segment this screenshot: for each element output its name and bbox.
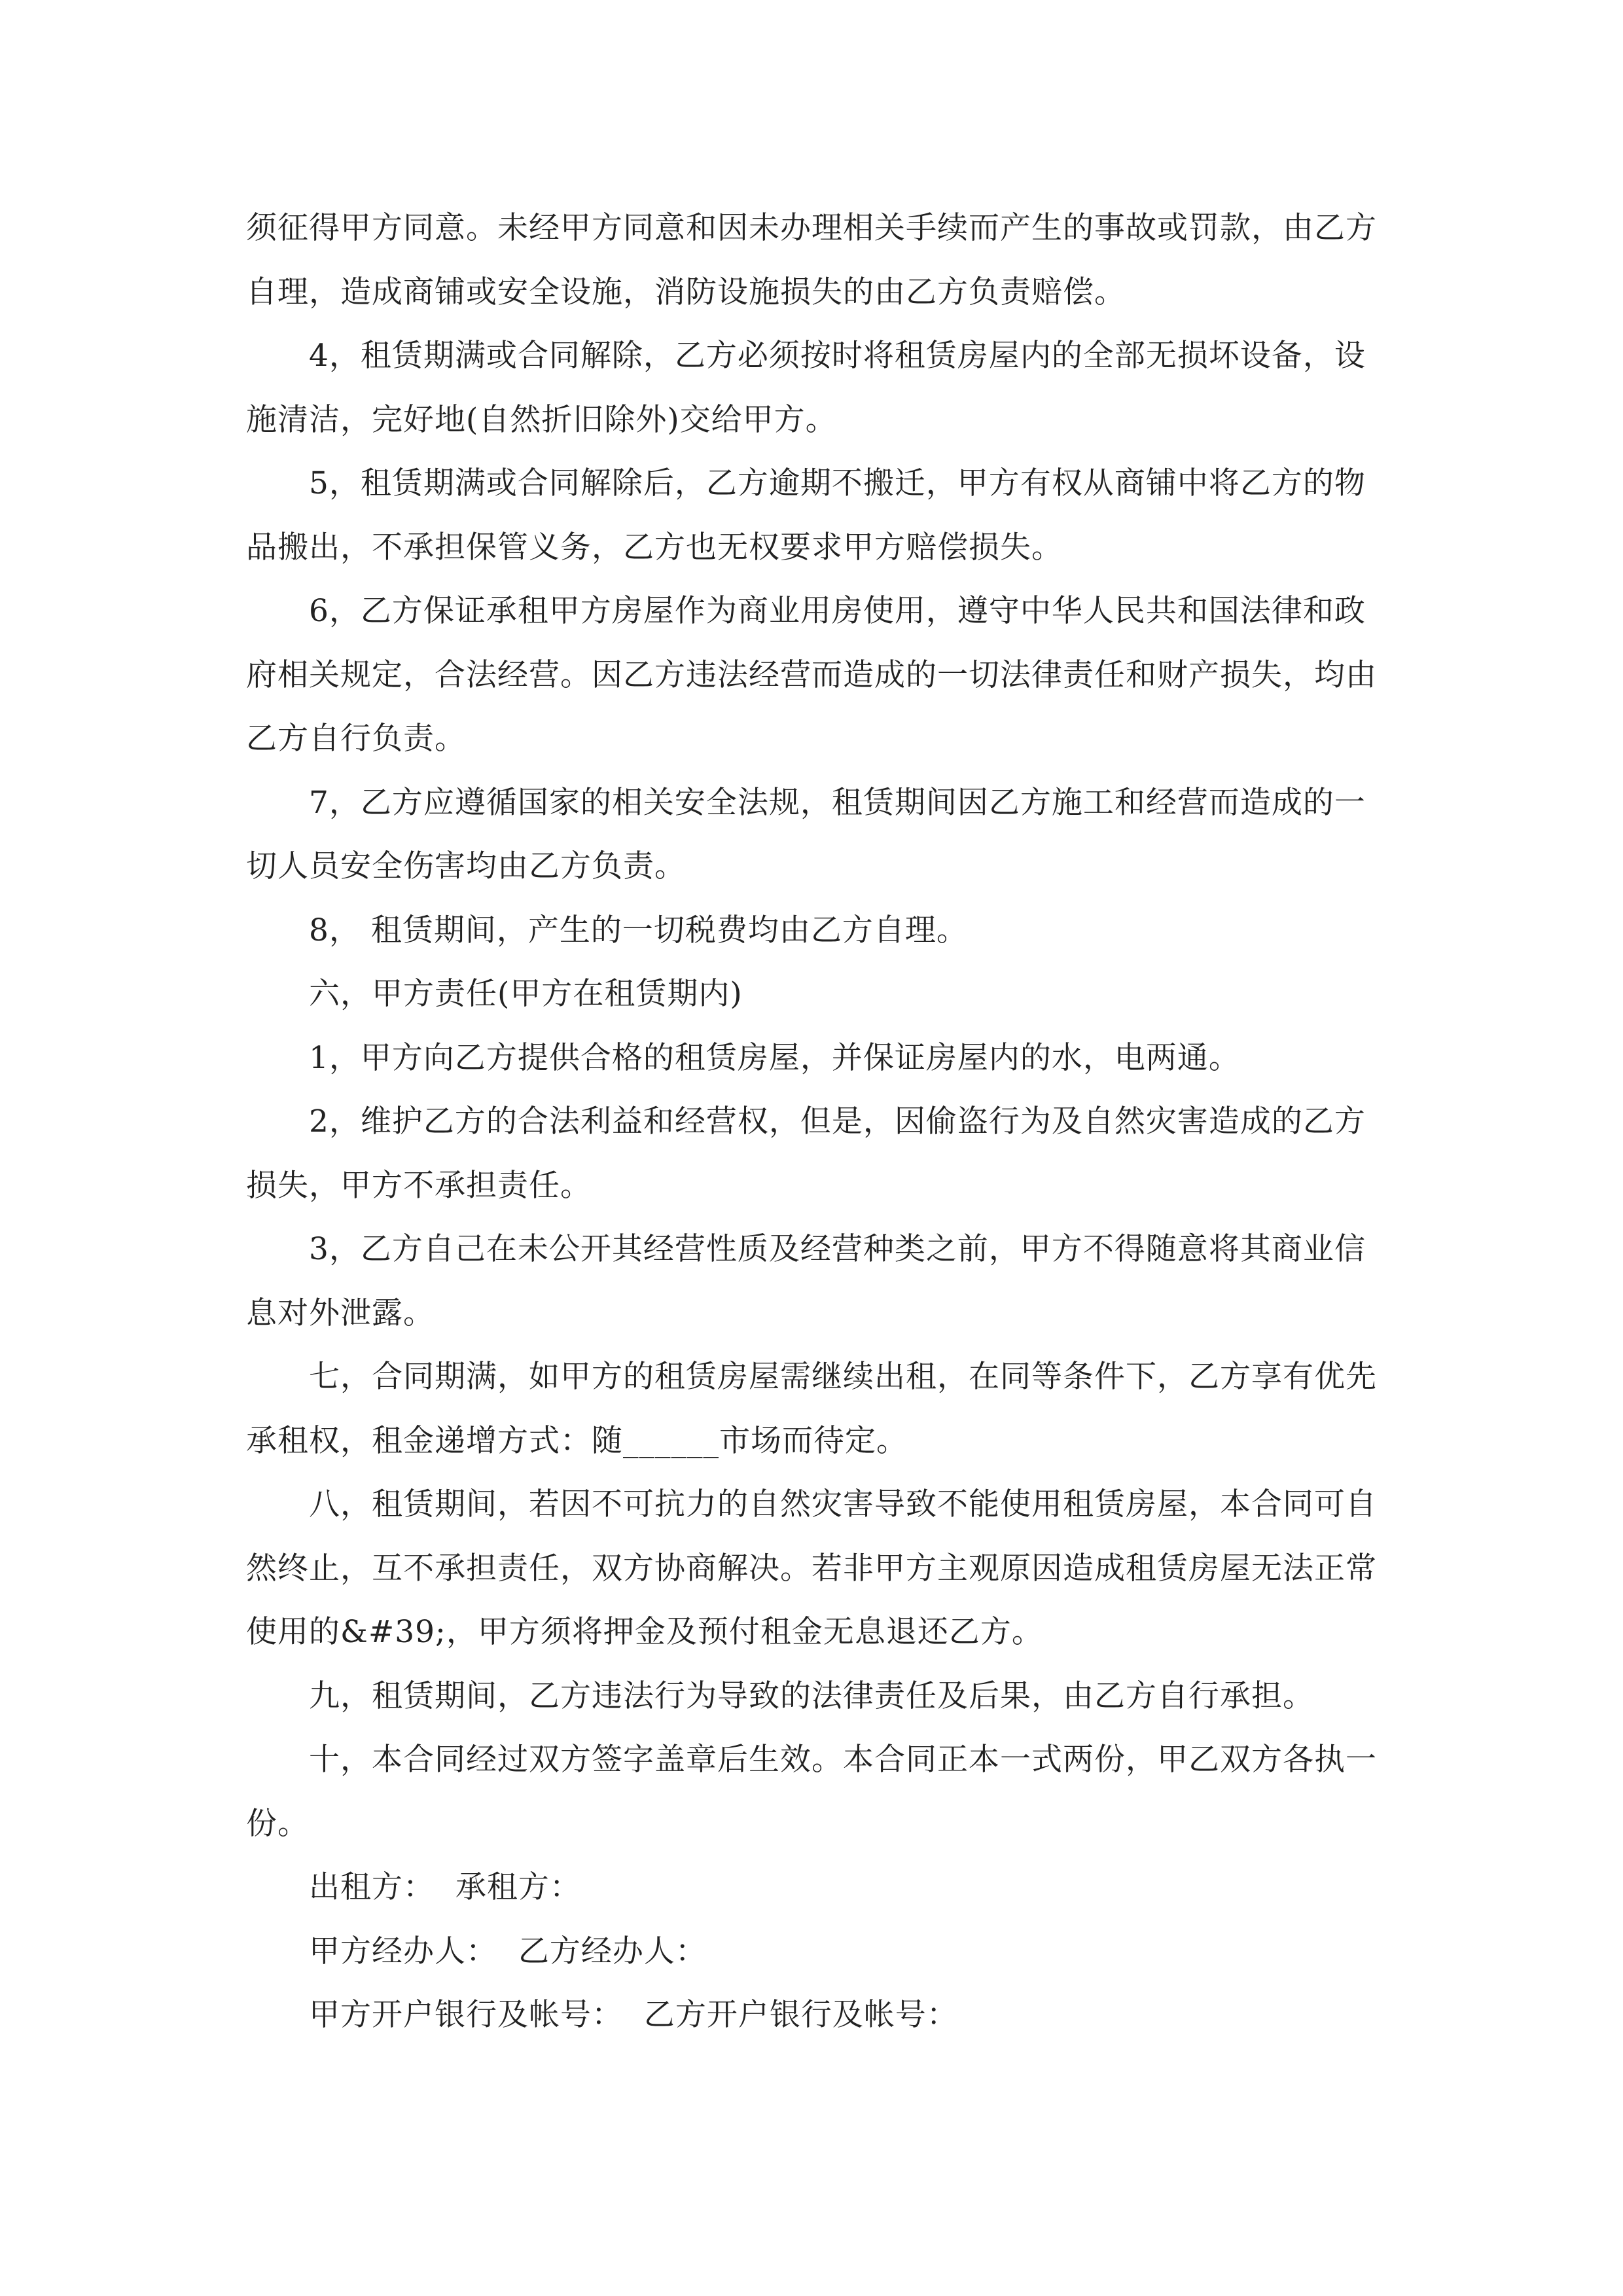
agent-a-label: 甲方经办人： [309, 1933, 497, 1969]
paragraph-clause-4: 4，租赁期满或合同解除，乙方必须按时将租赁房屋内的全部无损坏设备，设施清洁，完好地(自然折旧除外)交给甲方。 [246, 338, 1366, 438]
bank-a-label: 甲方开户银行及帐号： [309, 1997, 623, 2033]
paragraph-continuation: 须征得甲方同意。未经甲方同意和因未办理相关手续而产生的事故或罚款，由乙方自理，造成商铺或安全设施，消防设施损失的由乙方负责赔偿。 [246, 210, 1377, 310]
paragraph-landlord-3: 3，乙方自己在未公开其经营性质及经营种类之前，甲方不得随意将其商业信息对外泄露。 [246, 1231, 1366, 1331]
bank-b-label: 乙方开户银行及帐号： [643, 1997, 958, 2033]
section-8: 八，租赁期间，若因不可抗力的自然灾害导致不能使用租赁房屋，本合同可自然终止，互不承担责任，双方协商解决。若非甲方主观原因造成租赁房屋无法正常使用的&#39;，甲方须将押金及预付租金无息退还乙方。 [246, 1486, 1377, 1650]
document-body [246, 196, 1378, 2047]
paragraph-clause-5: 5，租赁期满或合同解除后，乙方逾期不搬迁，甲方有权从商铺中将乙方的物品搬出，不承担保管义务，乙方也无权要求甲方赔偿损失。 [246, 465, 1366, 565]
section-9: 九，租赁期间，乙方违法行为导致的法律责任及后果，由乙方自行承担。 [309, 1677, 1314, 1714]
paragraph-landlord-1: 1，甲方向乙方提供合格的租赁房屋，并保证房屋内的水，电两通。 [309, 1039, 1240, 1076]
lessor-label: 出租方： [309, 1869, 435, 1905]
lessee-label: 承租方： [455, 1869, 581, 1905]
paragraph-clause-6: 6，乙方保证承租甲方房屋作为商业用房使用，遵守中华人民共和国法律和政府相关规定，合法经营。因乙方违法经营而造成的一切法律责任和财产损失，均由乙方自行负责。 [246, 593, 1377, 757]
section-7: 七，合同期满，如甲方的租赁房屋需继续出租，在同等条件下，乙方享有优先承租权，租金递增方式：随______市场而待定。 [246, 1359, 1377, 1459]
paragraph-clause-8: 8， 租赁期间，产生的一切税费均由乙方自理。 [309, 912, 968, 948]
section-10: 十，本合同经过双方签字盖章后生效。本合同正本一式两份，甲乙双方各执一份。 [246, 1742, 1377, 1842]
signature-row-agents [246, 1920, 1378, 1984]
section-heading-6: 六，甲方责任(甲方在租赁期内) [309, 976, 743, 1012]
agent-b-label: 乙方经办人： [518, 1933, 707, 1969]
signature-row-parties [246, 1856, 1378, 1920]
paragraph-landlord-2: 2，维护乙方的合法利益和经营权，但是，因偷盗行为及自然灾害造成的乙方损失，甲方不承担责任。 [246, 1103, 1366, 1204]
paragraph-clause-7: 7，乙方应遵循国家的相关安全法规，租赁期间因乙方施工和经营而造成的一切人员安全伤害均由乙方负责。 [246, 784, 1366, 884]
signature-row-banks [246, 1983, 1378, 2047]
